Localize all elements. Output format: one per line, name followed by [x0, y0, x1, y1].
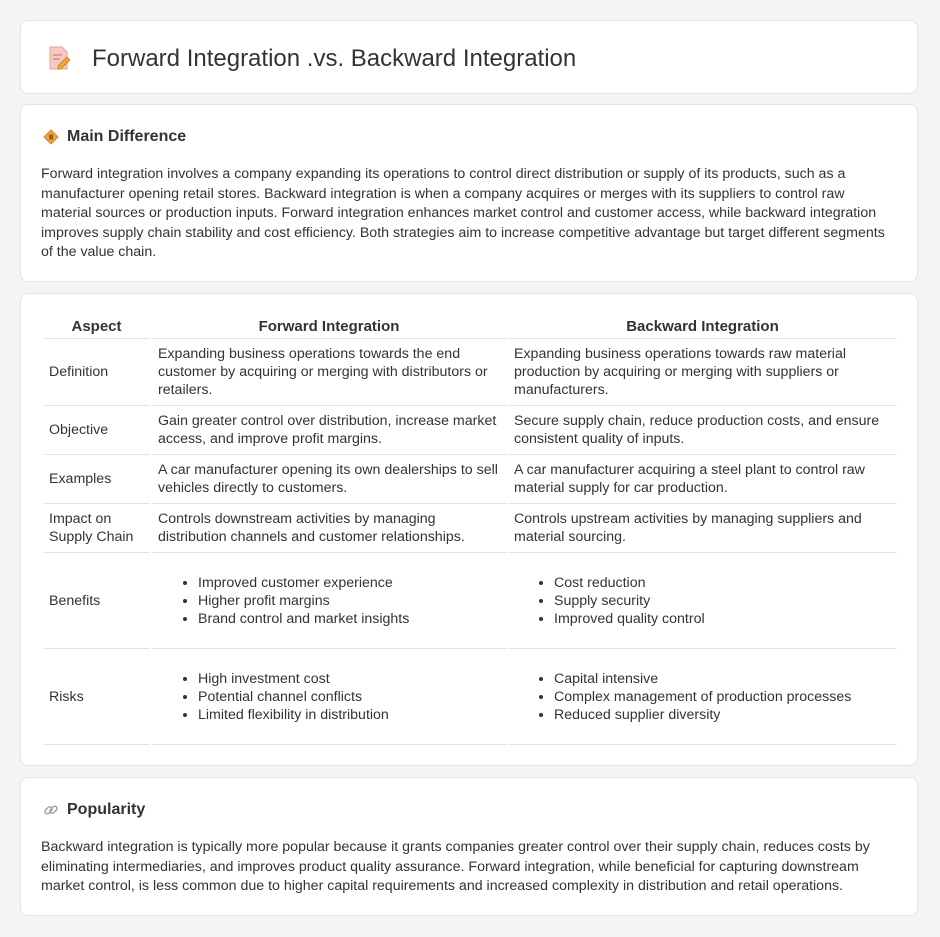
row-backward-list: [508, 553, 897, 649]
list-item: • Higher profit margins: [198, 592, 500, 610]
benefits-backward-list: [514, 574, 891, 628]
row-backward: Expanding business operations towards raw material production by acquiring or merging with suppliers or manufacturers.: [508, 339, 897, 406]
row-forward-list: [152, 553, 506, 649]
list-item: • Capital intensive: [554, 670, 891, 688]
benefits-forward-list: [158, 574, 500, 628]
table-row: [43, 553, 897, 649]
risks-forward-list: [158, 670, 500, 724]
list-item: • Limited flexibility in distribution: [198, 706, 500, 724]
row-aspect: Benefits: [43, 553, 150, 649]
row-backward-list: [508, 649, 897, 745]
row-aspect: Impact on Supply Chain: [43, 504, 150, 553]
page-title: Forward Integration .vs. Backward Integration: [92, 45, 577, 72]
header-card: [20, 20, 918, 94]
table-row: [43, 339, 897, 406]
list-item: • Complex management of production processes: [554, 688, 891, 706]
list-item: • Reduced supplier diversity: [554, 706, 891, 724]
list-item: • Improved customer experience: [198, 574, 500, 592]
row-aspect: Examples: [43, 455, 150, 504]
main-difference-heading: [43, 127, 186, 147]
document-pen-icon: [47, 45, 71, 71]
column-header-backward: Backward Integration: [508, 314, 897, 339]
column-header-forward: Forward Integration: [152, 314, 506, 339]
row-forward: Controls downstream activities by managing distribution channels and customer relationships.: [152, 504, 506, 553]
popularity-card: [20, 777, 918, 916]
row-aspect: Definition: [43, 339, 150, 406]
list-item: • Improved quality control: [554, 610, 891, 628]
main-difference-title: Main Difference: [67, 128, 187, 145]
column-header-aspect: Aspect: [43, 314, 150, 339]
list-item: • High investment cost: [198, 670, 500, 688]
table-row: [43, 455, 897, 504]
popularity-title: Popularity: [67, 801, 146, 818]
table-row: [43, 504, 897, 553]
list-item: • Brand control and market insights: [198, 610, 500, 628]
main-difference-card: [20, 104, 918, 282]
row-backward: Secure supply chain, reduce production costs, and ensure consistent quality of inputs.: [508, 406, 897, 455]
list-item: • Cost reduction: [554, 574, 891, 592]
popularity-text: Backward integration is typically more popular because it grants companies greater control over their supply chain, reduces costs by eliminating intermediaries, and improves product quality assurance. Forward integration, while beneficial for capturing downstream market control, is less common due to higher capital requirements and increased complexity in distribution and retail operations.: [41, 839, 870, 894]
row-aspect: Objective: [43, 406, 150, 455]
comparison-card: [20, 293, 918, 766]
row-forward: A car manufacturer opening its own dealerships to sell vehicles directly to customers.: [152, 455, 506, 504]
row-forward-list: [152, 649, 506, 745]
warning-sign-icon: [43, 129, 59, 145]
table-row: [43, 406, 897, 455]
link-icon: [43, 802, 59, 818]
table-header-row: [43, 314, 897, 339]
comparison-table: [41, 314, 899, 745]
popularity-heading: [43, 800, 145, 820]
row-forward: Gain greater control over distribution, increase market access, and improve profit margins.: [152, 406, 506, 455]
row-aspect: Risks: [43, 649, 150, 745]
list-item: • Potential channel conflicts: [198, 688, 500, 706]
row-forward: Expanding business operations towards the end customer by acquiring or merging with distributors or retailers.: [152, 339, 506, 406]
risks-backward-list: [514, 670, 891, 724]
table-row: [43, 649, 897, 745]
row-backward: Controls upstream activities by managing suppliers and material sourcing.: [508, 504, 897, 553]
list-item: • Supply security: [554, 592, 891, 610]
row-backward: A car manufacturer acquiring a steel plant to control raw material supply for car production.: [508, 455, 897, 504]
main-difference-text: Forward integration involves a company expanding its operations to control direct distribution or supply of its products, such as a manufacturer opening retail stores. Backward integration is when a company acquires or merges with its suppliers to control raw material sources or production inputs. Forward integration enhances market control and customer access, while backward integration improves supply chain stability and cost efficiency. Both strategies aim to increase competitive advantage but target different segments of the value chain.: [41, 166, 885, 260]
